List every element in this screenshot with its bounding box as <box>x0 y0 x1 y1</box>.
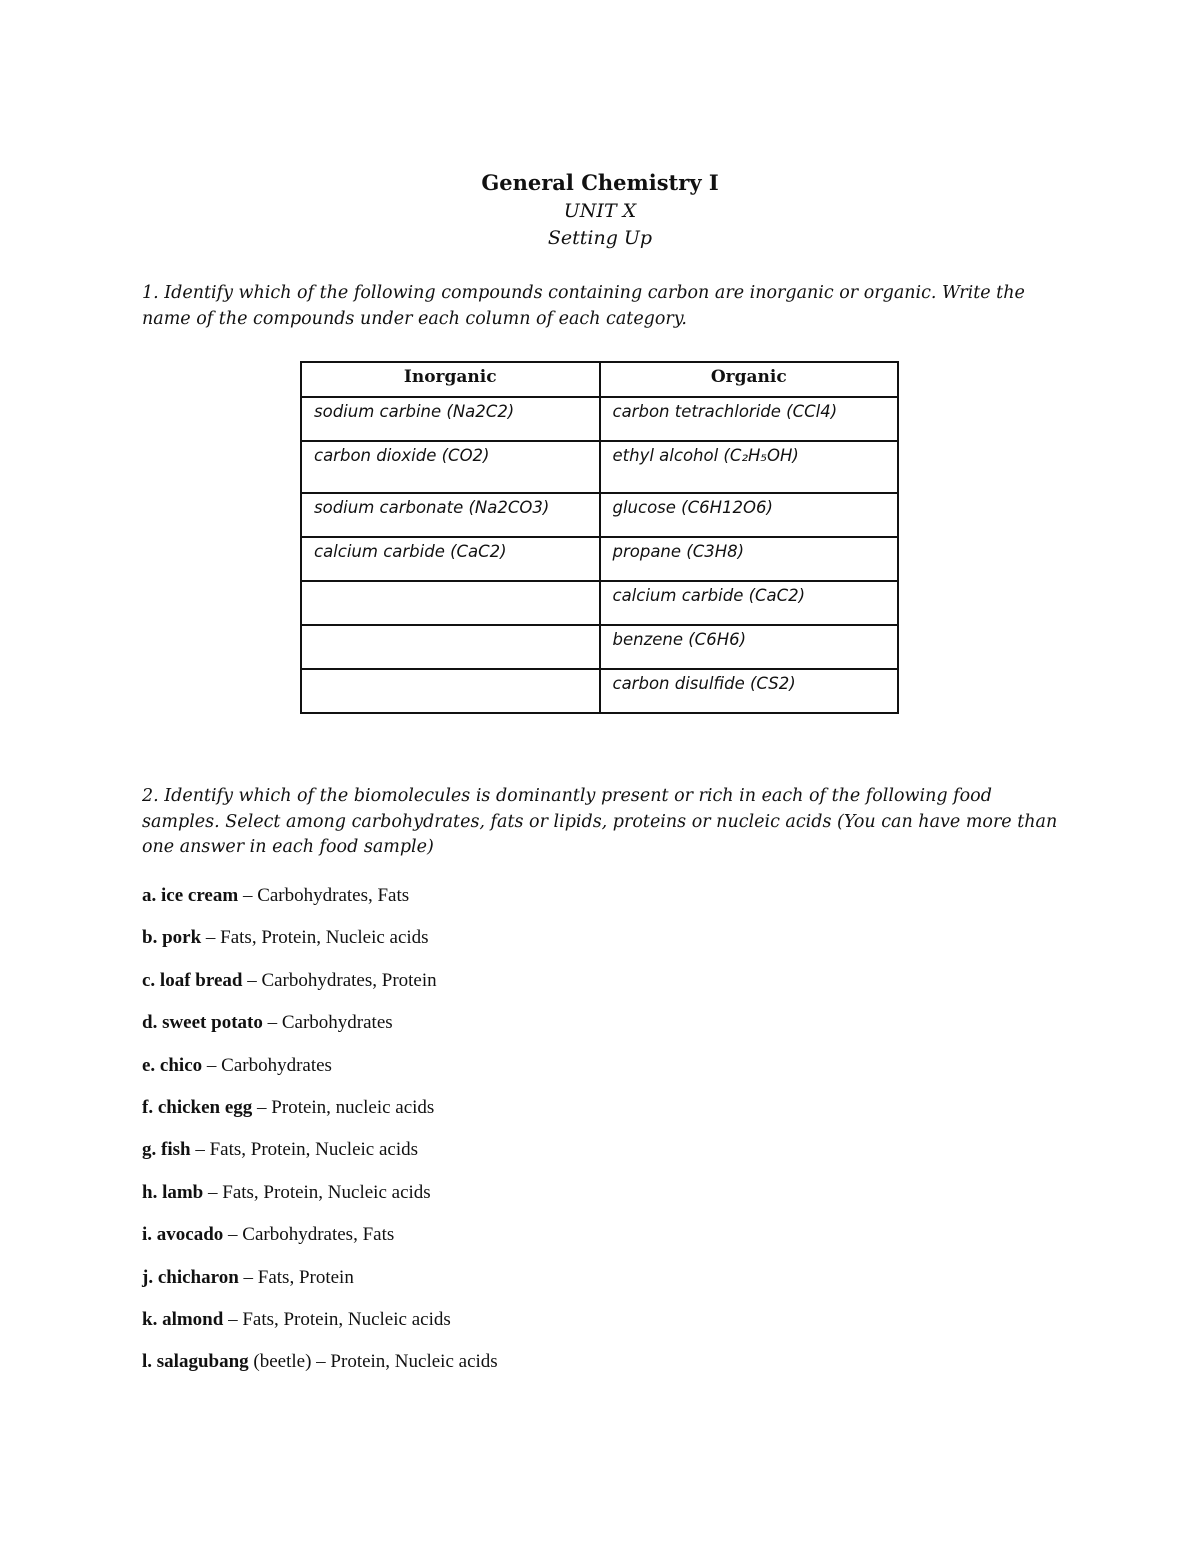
food-name: c. loaf bread <box>142 969 243 991</box>
inorganic-cell <box>301 669 600 713</box>
food-name: d. sweet potato <box>142 1012 263 1034</box>
table-row <box>301 537 898 581</box>
table-header-row <box>301 362 898 397</box>
header-inorganic: Inorganic <box>301 362 600 397</box>
list-item <box>142 1349 1042 1391</box>
food-answer: – Carbohydrates, Protein <box>242 969 437 991</box>
list-item <box>142 1307 1042 1349</box>
document-title: General Chemistry I <box>481 170 719 195</box>
list-item <box>142 1137 1042 1179</box>
food-name: f. chicken egg <box>142 1096 253 1118</box>
compounds-table <box>300 361 899 714</box>
question-2-text: 2. Identify which of the biomolecules is dominantly present or rich in each of the following food samples. Select among carbohydrates, fats or lipids, proteins or nucleic acids (You can have more than one answer in each food sample) <box>142 786 1058 857</box>
food-name: a. ice cream <box>142 885 239 906</box>
table-row <box>301 625 898 669</box>
organic-cell: carbon disulfide (CS2) <box>600 669 899 713</box>
food-answer: – Carbohydrates, Fats <box>223 1224 395 1246</box>
table-row <box>301 441 898 493</box>
food-name: b. pork <box>142 927 202 949</box>
list-item <box>142 925 1042 967</box>
food-answer: – Fats, Protein, Nucleic acids <box>203 1181 431 1203</box>
list-item <box>142 1053 1042 1095</box>
list-item <box>142 1222 1042 1264</box>
food-answer: – Fats, Protein, Nucleic acids <box>201 927 429 949</box>
food-answer: – Carbohydrates, Fats <box>238 885 410 906</box>
food-name: g. fish <box>142 1139 191 1161</box>
inorganic-cell: carbon dioxide (CO2) <box>301 441 600 493</box>
food-answer: – Protein, Nucleic acids <box>311 1351 498 1373</box>
inorganic-cell <box>301 581 600 625</box>
list-item <box>142 1010 1042 1052</box>
list-item <box>142 1095 1042 1137</box>
food-note: (beetle) <box>248 1351 312 1373</box>
food-name: e. chico <box>142 1054 203 1076</box>
organic-cell: benzene (C6H6) <box>600 625 899 669</box>
table-row <box>301 581 898 625</box>
inorganic-cell: calcium carbide (CaC2) <box>301 537 600 581</box>
food-name: j. chicharon <box>142 1266 239 1288</box>
document-header <box>0 168 1200 252</box>
organic-cell: propane (C3H8) <box>600 537 899 581</box>
list-item <box>142 968 1042 1010</box>
header-organic: Organic <box>600 362 899 397</box>
food-answer: – Fats, Protein <box>238 1266 354 1288</box>
inorganic-cell <box>301 625 600 669</box>
question-1-text: 1. Identify which of the following compounds containing carbon are inorganic or organic. Write the name of the compounds under each column of each category. <box>142 283 1025 329</box>
food-answer: – Fats, Protein, Nucleic acids <box>223 1308 451 1330</box>
food-name: h. lamb <box>142 1181 204 1203</box>
food-name: i. avocado <box>142 1224 224 1246</box>
food-answer: – Carbohydrates <box>262 1012 393 1034</box>
food-answer: – Carbohydrates <box>202 1054 332 1076</box>
organic-cell: calcium carbide (CaC2) <box>600 581 899 625</box>
organic-cell: ethyl alcohol (C₂H₅OH) <box>600 441 899 493</box>
list-item <box>142 883 1042 925</box>
table-row <box>301 397 898 441</box>
inorganic-cell: sodium carbine (Na2C2) <box>301 397 600 441</box>
food-answer: – Protein, nucleic acids <box>252 1096 435 1118</box>
inorganic-cell: sodium carbonate (Na2CO3) <box>301 493 600 537</box>
organic-cell: carbon tetrachloride (CCl4) <box>600 397 899 441</box>
section-label: Setting Up <box>547 227 653 249</box>
unit-label: UNIT X <box>563 200 637 222</box>
food-name: k. almond <box>142 1308 224 1330</box>
list-item <box>142 1265 1042 1307</box>
food-answer-list <box>142 883 1042 1392</box>
food-name: l. salagubang <box>142 1351 249 1373</box>
table-row <box>301 669 898 713</box>
table-row <box>301 493 898 537</box>
organic-cell: glucose (C6H12O6) <box>600 493 899 537</box>
food-answer: – Fats, Protein, Nucleic acids <box>190 1139 419 1161</box>
list-item <box>142 1180 1042 1222</box>
